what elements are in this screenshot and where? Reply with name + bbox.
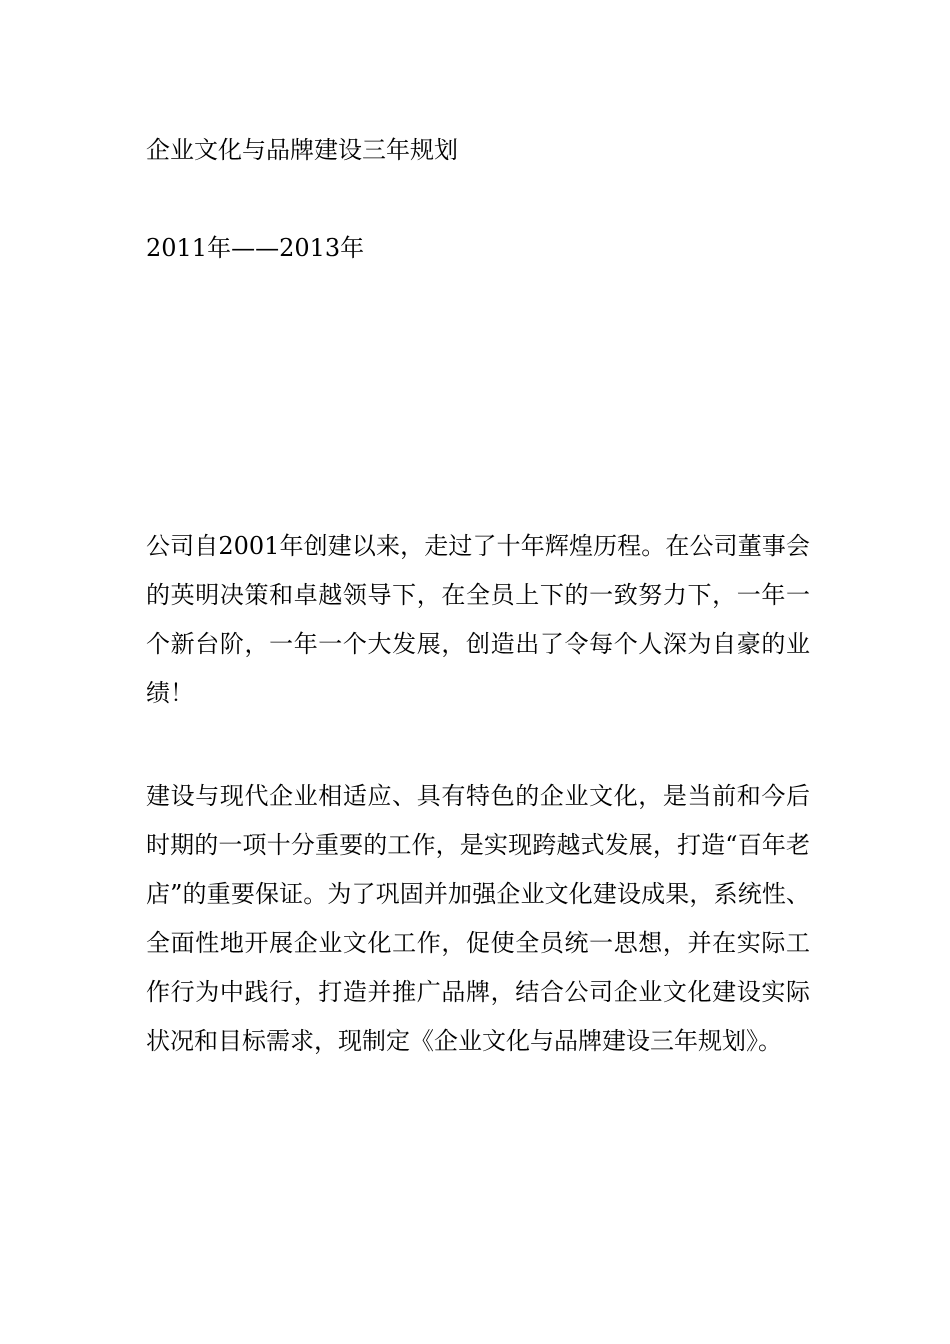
document-title: 企业文化与品牌建设三年规划 [146,136,458,164]
document-years: 2011年——2013年 [146,234,365,262]
paragraph-purpose: 建设与现代企业相适应、具有特色的企业文化，是当前和今后时期的一项十分重要的工作，是实现跨越式发展，打造“百年老店”的重要保证。为了巩固并加强企业文化建设成果，系统性、全面性地开展企业文化工作，促使全员统一思想，并在实际工作行为中践行，打造并推广品牌，结合公司企业文化建设实际状况和目标需求，现制定《企业文化与品牌建设三年规划》。 [146,782,810,1055]
paragraph-intro: 公司自2001年创建以来，走过了十年辉煌历程。在公司董事会的英明决策和卓越领导下，在全员上下的一致努力下，一年一个新台阶，一年一个大发展，创造出了令每个人深为自豪的业绩！ [146,532,810,707]
